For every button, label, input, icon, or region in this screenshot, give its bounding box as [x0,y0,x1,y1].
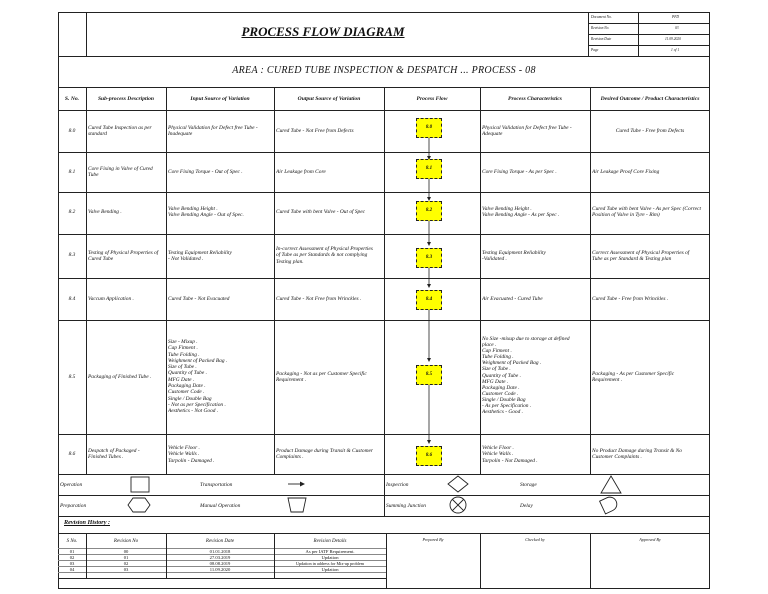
row-sub-process: Testing of Physical Properties of Cured Tube [88,250,159,263]
row-process-char: Physical Validation for Defect free Tube - Adequate [482,125,572,138]
col-header-outcome: Desired Outcome / Product Characteristics [600,96,700,102]
row-outcome: Air Leakage Proof Core Fixing [592,169,660,175]
meta-value: 1 of 1 [671,48,680,52]
rev-cell: 02 [69,555,75,560]
legend-label-preparation: Preparation [60,503,87,509]
row-process-char: Core Fixing Torque - As per Spec . [482,169,557,175]
rev-header-sno: S No. [66,539,78,544]
rev-header-checked: Checked by [525,537,545,542]
col-header-output: Output Source of Variation [297,96,361,102]
meta-label: Revision No. [591,26,610,30]
rev-cell: 27.03.2019 [209,555,231,560]
row-input: Testing Equipment Reliability - Not Validated . [168,250,232,263]
flow-step-box: 8.6 [416,446,442,466]
page-title: PROCESS FLOW DIAGRAM [241,24,405,39]
row-process-char: Air Evacuated - Cured Tube [482,296,543,302]
meta-label: Page [591,48,599,52]
delay-d-icon [600,495,620,514]
legend-label-inspection: Inspection [386,482,409,488]
row-process-char: Testing Equipment Reliability -Validated . [482,250,546,263]
legend-label-storage: Storage [520,482,537,488]
row-output: Packaging - Not as per Customer Specific Requirement . [276,371,367,384]
row-sno: 8.5 [68,374,76,380]
rev-cell: 02 [123,561,129,566]
flow-step-box: 8.5 [416,365,442,385]
row-sub-process: Cured Tube Inspection as per standard [88,125,152,138]
col-header-flow: Process Flow [416,96,448,102]
rev-cell: 04 [69,567,75,572]
meta-label: Revision Date [591,37,612,41]
flow-step-box: 8.2 [416,201,442,221]
rev-cell: 01 [69,549,75,554]
rev-cell: 00 [123,549,129,554]
row-outcome: Correct Assessment of Physical Properties of Tube as per Standard & Testing plan [592,250,690,263]
row-output: In-correct Assessment of Physical Properties of Tube as per Standards & not complying Testing plan. [276,246,373,265]
meta-value: 11.09.2020 [665,37,681,41]
legend-label-summing-junction: Summing Junction [386,503,426,509]
legend-label-transportation: Transportation [200,482,233,488]
row-output: Cured Tube with bent Valve - Out of Spec [276,209,366,215]
col-header-sno: S. No. [64,96,80,102]
flow-step-box: 8.4 [416,290,442,310]
row-outcome: Packaging - As per Customer Specific Requirement . [592,371,675,384]
legend-label-operation: Operation [60,482,83,488]
row-output: Cured Tube - Not Free from Wrinckles . [276,296,362,302]
rev-cell: 03 [123,567,129,572]
flow-step-box: 8.1 [416,159,442,179]
row-process-char: No Size -mixup due to storage at defined place . Cap Fitment . Tube Folding . Weighment of Packed Bag . Size of Tube . Quantity of Tube . MFG Date . Packaging Date . Customer Code . Single / Double Bag - As per Specification . Aesthetics - Good . [482,336,570,416]
row-input: Vehicle Floor . Vehicle Walls . Tarpolin - Damaged . [168,445,215,464]
rev-header-details: Revision Details [313,539,347,544]
meta-label: Document No. [591,15,612,19]
area-heading: AREA : CURED TUBE INSPECTION & DESPATCH ... PROCESS - 08 [232,65,536,76]
row-sno: 8.4 [68,296,76,302]
storage-triangle-icon [601,476,621,493]
row-outcome: Cured Tube - Free from Defects [615,128,685,134]
preparation-hexagon-icon [128,498,150,512]
rev-cell: As per IATF Requirement. [305,549,355,554]
row-input: Core Fixing Torque - Out of Spec . [168,169,243,175]
rev-cell: Updation [321,567,339,572]
manual-operation-trapezoid-icon [288,498,306,512]
col-header-input: Input Source of Variation [190,96,250,102]
row-outcome: Cured Tube - Free from Wrinckles . [592,296,669,302]
rev-cell: Updation [321,555,339,560]
operation-square-icon [131,477,149,492]
row-sno: 8.0 [68,128,76,134]
rev-cell: 11.09.2020 [209,567,231,572]
row-output: Air Leakage from Core [276,169,326,175]
row-sno: 8.1 [68,169,76,175]
flow-step-box: 8.0 [416,118,442,138]
rev-cell: 01 [123,555,129,560]
row-input: Physical Validation for Defect free Tube - Inadequate [168,125,258,138]
rev-cell: Updation in address for Mix-up problem [295,561,365,566]
row-input: Cured Tube - Not Evacuated [168,296,230,302]
meta-value: PFD [672,15,679,19]
row-output: Cured Tube - Not Free from Defects [276,128,354,134]
row-sub-process: Packaging of Finished Tube . [88,374,152,380]
row-sub-process: Despatch of Packaged - Finished Tubes . [88,448,140,461]
row-sub-process: Valve Bending . [88,209,122,215]
col-header-sub-process: Sub-process Description [97,96,155,102]
row-sub-process: Core Fixing in Valve of Cured Tube [88,166,153,179]
row-outcome: Cured Tube with bent Valve - As per Spec (Correct Position of Valve in Tyre - Rim) [592,206,701,219]
rev-header-approved: Approved By [639,537,661,542]
rev-cell: 03 [69,561,75,566]
legend-symbols [58,474,710,516]
revision-history-title: Revision History : [64,520,111,526]
rev-header-date: Revision Date [205,539,235,544]
inspection-diamond-icon [448,476,468,492]
row-output: Product Damage during Transit & Customer Complaints . [276,448,373,461]
row-outcome: No Product Damage during Transit & No Customer Complaints . [592,448,682,461]
rev-header-rev-no: Revision No [113,539,139,544]
row-sno: 8.2 [68,209,76,215]
rev-cell: 08.08.2019 [209,561,231,566]
row-sno: 8.3 [68,252,76,258]
rev-header-prepared: Prepared By [422,537,444,542]
row-input: Valve Bending Height . Valve Bending Angle - Out of Spec. [168,206,244,219]
legend-label-manual-operation: Manual Operation [200,503,241,509]
row-input: Size - Mixup . Cap Fitment . Tube Folding . Weighment of Packed Bag . Size of Tube . Quantity of Tube . MFG Date . Packaging Date . Customer Code . Single / Double Bag - Not as per Specification . Aesthetics - Not Good . [168,339,228,415]
row-sno: 8.6 [68,451,76,457]
row-sub-process: Vaccum Application . [88,296,134,302]
legend-label-delay: Delay [520,503,533,509]
row-process-char: Valve Bending Height . Valve Bending Angle - As per Spec . [482,206,560,219]
row-process-char: Vehicle Floor . Vehicle Walls . Tarpolin - Not Damaged . [482,445,538,464]
rev-cell: 01.01.2018 [209,549,231,554]
meta-value: 03 [675,26,679,30]
flow-step-box: 8.3 [416,248,442,268]
col-header-process-char: Process Characteristics [508,96,562,102]
